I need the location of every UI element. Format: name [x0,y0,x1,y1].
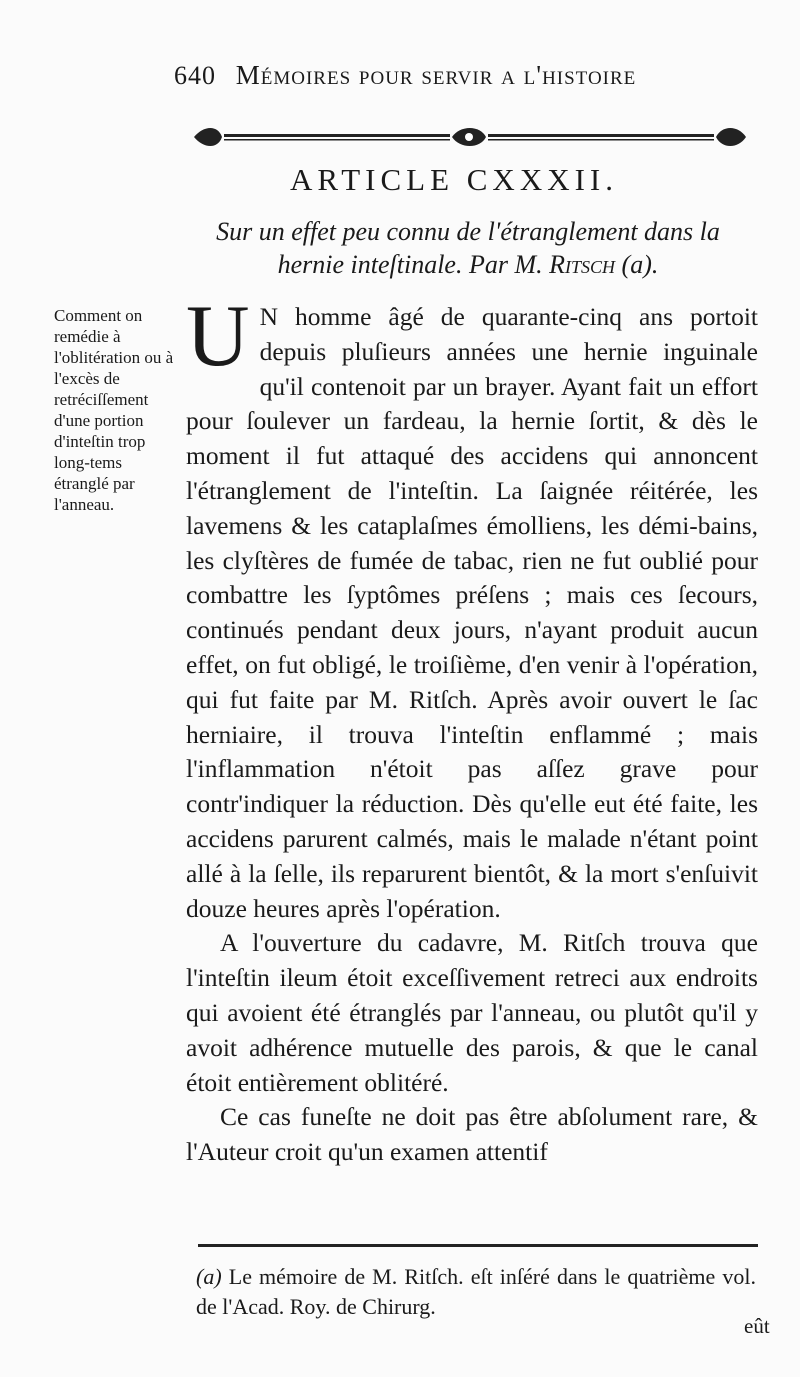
drop-cap: U [186,288,250,385]
paragraph-1 [186,288,758,926]
paragraph-1-text: N homme âgé de quarante-cinq ans portoit depuis pluſieurs années une hernie inguinale qu'il contenoit par un brayer. Ayant fait un effort pour ſoulever un fardeau, la hernie ſortit, & dès le moment il fut attaqué des accidens qui annoncent l'étranglement de l'inteſtin. La ſaignée réitérée, les lavemens & les cataplaſmes émolliens, les démi-bains, les clyſtères de fumée de tabac, rien ne fut oublié pour combattre les ſyptômes préſens ; mais ces ſecours, continués pendant deux jours, n'ayant produit aucun effet, on fut obligé, le troiſième, d'en venir à l'opération, qui fut faite par M. Ritſch. Après avoir ouvert le ſac herniaire, il trouva l'inteſtin enflammé ; mais l'inflammation n'étoit pas aſſez grave pour contr'indiquer la réduction. Dès qu'elle eut été faite, les accidens parurent calmés, mais le malade n'étant point allé à la ſelle, ils reparurent bientôt, & la mort s'enſuivit douze heures après l'opération. [186,302,758,923]
running-title: Mémoires pour servir a l'histoire [235,60,637,90]
subtitle-note-ref: (a). [621,250,659,279]
catchword: eût [744,1314,770,1338]
running-header [174,60,734,91]
footnote-rule [198,1244,758,1247]
footnote-text: Le mémoire de M. Ritſch. eſt inſéré dans le quatrième vol. de l'Acad. Roy. de Chirurg. [196,1264,756,1319]
article-subtitle [178,215,758,281]
article-body [186,288,758,1170]
paragraph-3: Ce cas funeſte ne doit pas être abſolument rare, & l'Auteur croit qu'un examen attentif [186,1102,758,1167]
page-number: 640 [174,61,216,90]
paragraph-2: A l'ouverture du cadavre, M. Ritſch trouva que l'inteſtin ileum étoit exceſſivement retreci aux endroits qui avoient été étranglés par l'anneau, ou plutôt qu'il y avoit adhérence mutuelle des parois, & que le canal étoit entièrement oblitéré. [186,928,758,1097]
footnote [196,1262,756,1322]
article-heading: ARTICLE CXXXII. [290,162,618,197]
subtitle-line-2: hernie inteſtinale. Par M. [277,250,543,279]
subtitle-author: Ritsch [549,250,616,279]
footnote-label: (a) [196,1264,222,1289]
header-ornament [190,121,750,153]
margin-note: Comment on remédie à l'oblitération ou à l'excès de retréciſſement d'une portion d'inteſtin trop long-tems étranglé par l'anneau. [54,306,174,514]
subtitle-line-1: Sur un effet peu connu de l'étranglement dans la [216,217,720,246]
